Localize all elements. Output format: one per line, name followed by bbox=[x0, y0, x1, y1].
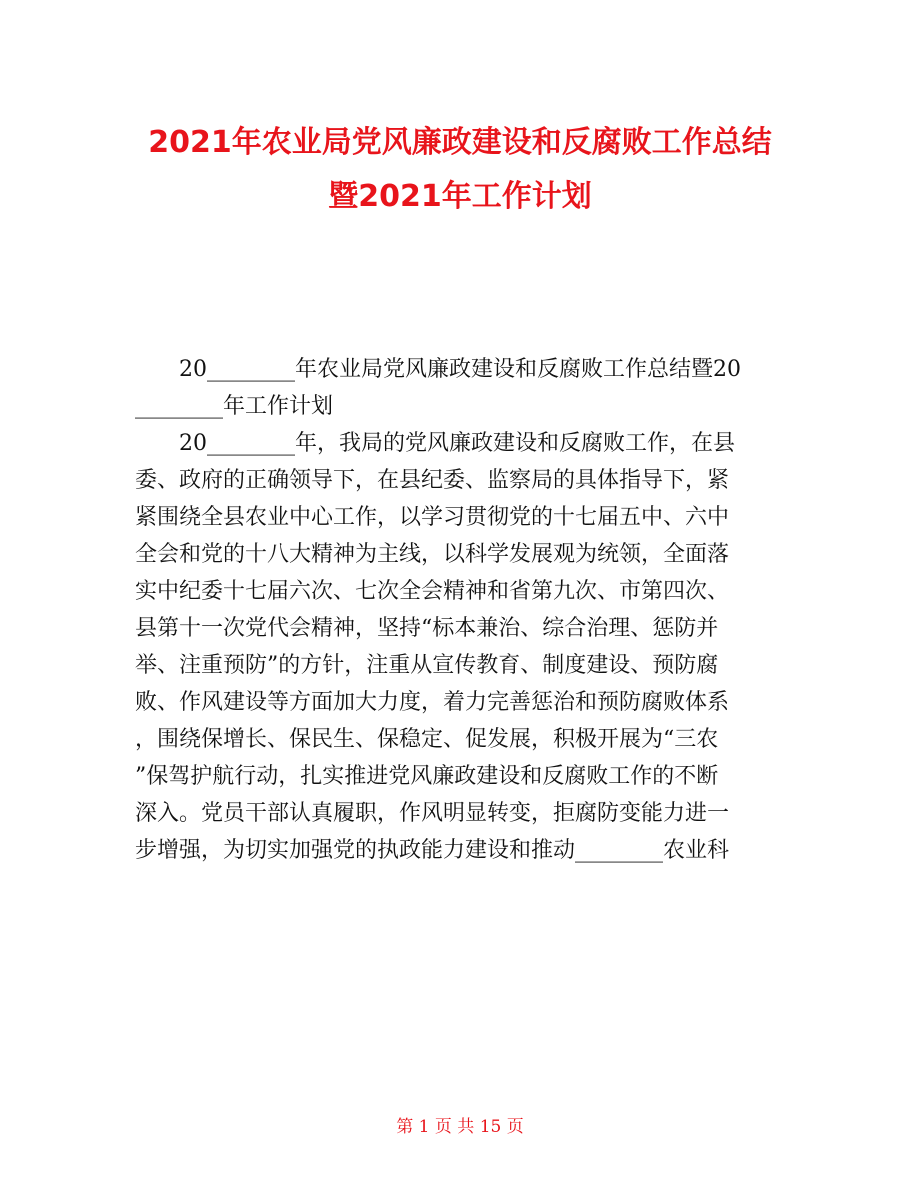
text-line: 实中纪委十七届六次、七次全会精神和省第九次、市第四次、 bbox=[135, 579, 730, 604]
text-line: 步增强，为切实加强党的执政能力建设和推动________农业科 bbox=[135, 838, 730, 863]
page-footer: 第 1 页 共 15 页 bbox=[396, 1117, 524, 1137]
text-line: 举、注重预防”的方针，注重从宣传教育、制度建设、预防腐 bbox=[135, 653, 719, 678]
paragraph-2 bbox=[135, 425, 790, 869]
text-line: ，围绕保增长、保民生、保稳定、促发展，积极开展为“三农 bbox=[135, 727, 719, 752]
paragraph-1 bbox=[135, 351, 790, 425]
text-line: 县第十一次党代会精神，坚持“标本兼治、综合治理、惩防并 bbox=[135, 616, 719, 641]
text-line: 20________年，我局的党风廉政建设和反腐败工作，在县 bbox=[135, 431, 735, 456]
text-line: 紧围绕全县农业中心工作，以学习贯彻党的十七届五中、六中 bbox=[135, 505, 730, 530]
text-line: 深入。党员干部认真履职，作风明显转变，拒腐防变能力进一 bbox=[135, 801, 730, 826]
text-line: 委、政府的正确领导下，在县纪委、监察局的具体指导下，紧 bbox=[135, 468, 730, 493]
text-line: 败、作风建设等方面加大力度，着力完善惩治和预防腐败体系 bbox=[135, 690, 730, 715]
document-body bbox=[135, 351, 790, 869]
title-line-1: 2021年农业局党风廉政建设和反腐败工作总结 bbox=[148, 125, 772, 160]
text-line: ________年工作计划 bbox=[135, 394, 334, 419]
title-line-2: 暨2021年工作计划 bbox=[328, 179, 592, 214]
text-line: 20________年农业局党风廉政建设和反腐败工作总结暨20 bbox=[135, 357, 741, 382]
document-title bbox=[100, 116, 820, 224]
text-line: 全会和党的十八大精神为主线，以科学发展观为统领，全面落 bbox=[135, 542, 730, 567]
text-line: ”保驾护航行动，扎实推进党风廉政建设和反腐败工作的不断 bbox=[135, 764, 719, 789]
